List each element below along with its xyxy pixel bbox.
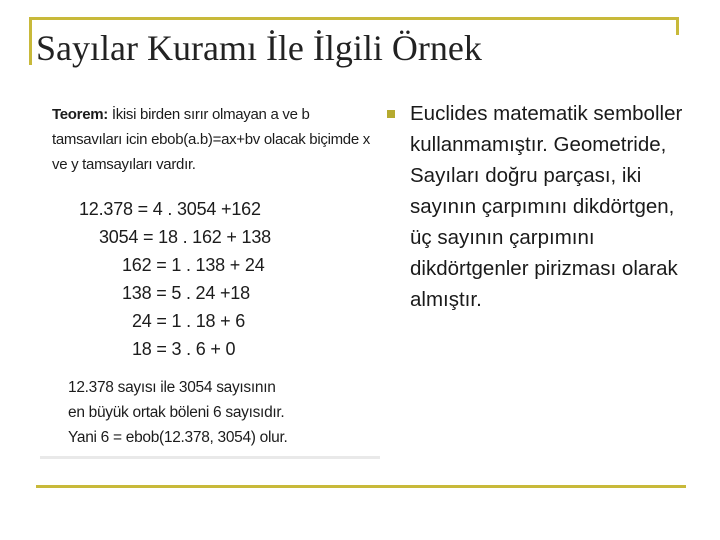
square-bullet-icon xyxy=(387,110,395,118)
conclusion-line: 12.378 sayısı ile 3054 sayısının xyxy=(68,379,276,396)
slide-title: Sayılar Kuramı İle İlgili Örnek xyxy=(36,28,482,68)
theorem-heading: Teorem: xyxy=(52,106,108,123)
theorem-text xyxy=(52,102,382,177)
equation-line: 138 = 5 . 24 +18 xyxy=(122,283,250,303)
equation-line: 3054 = 18 . 162 + 138 xyxy=(99,227,271,247)
bullet-text: Euclides matematik semboller kullanmamıştır. Geometride, Sayıları doğru parçası, iki sayının çarpımını dikdörtgen, üç sayının çarpımını dikdörtgenler pirizması olarak almıştır. xyxy=(410,102,683,311)
conclusion-line: Yani 6 = ebob(12.378, 3054) olur. xyxy=(68,429,288,446)
equation-line: 18 = 3 . 6 + 0 xyxy=(132,339,236,359)
equation-line: 12.378 = 4 . 3054 +162 xyxy=(79,199,261,219)
equation-line: 24 = 1 . 18 + 6 xyxy=(132,311,246,331)
scan-bottom-edge xyxy=(40,456,380,459)
equation-line: 162 = 1 . 138 + 24 xyxy=(122,255,265,275)
top-frame-line xyxy=(29,17,679,20)
left-frame-line xyxy=(29,17,32,65)
theorem-body: İkisi birden sırır olmayan a ve b tamsavıları icin ebob(a.b)=ax+bv olacak biçimde x ve y tamsayıları vardır. xyxy=(52,106,370,173)
conclusion-line: en büyük ortak böleni 6 sayısıdır. xyxy=(68,404,285,421)
conclusion-text xyxy=(68,375,378,450)
right-frame-line xyxy=(676,17,679,35)
bottom-frame-line xyxy=(36,485,686,488)
theorem-scan-image xyxy=(36,92,382,462)
